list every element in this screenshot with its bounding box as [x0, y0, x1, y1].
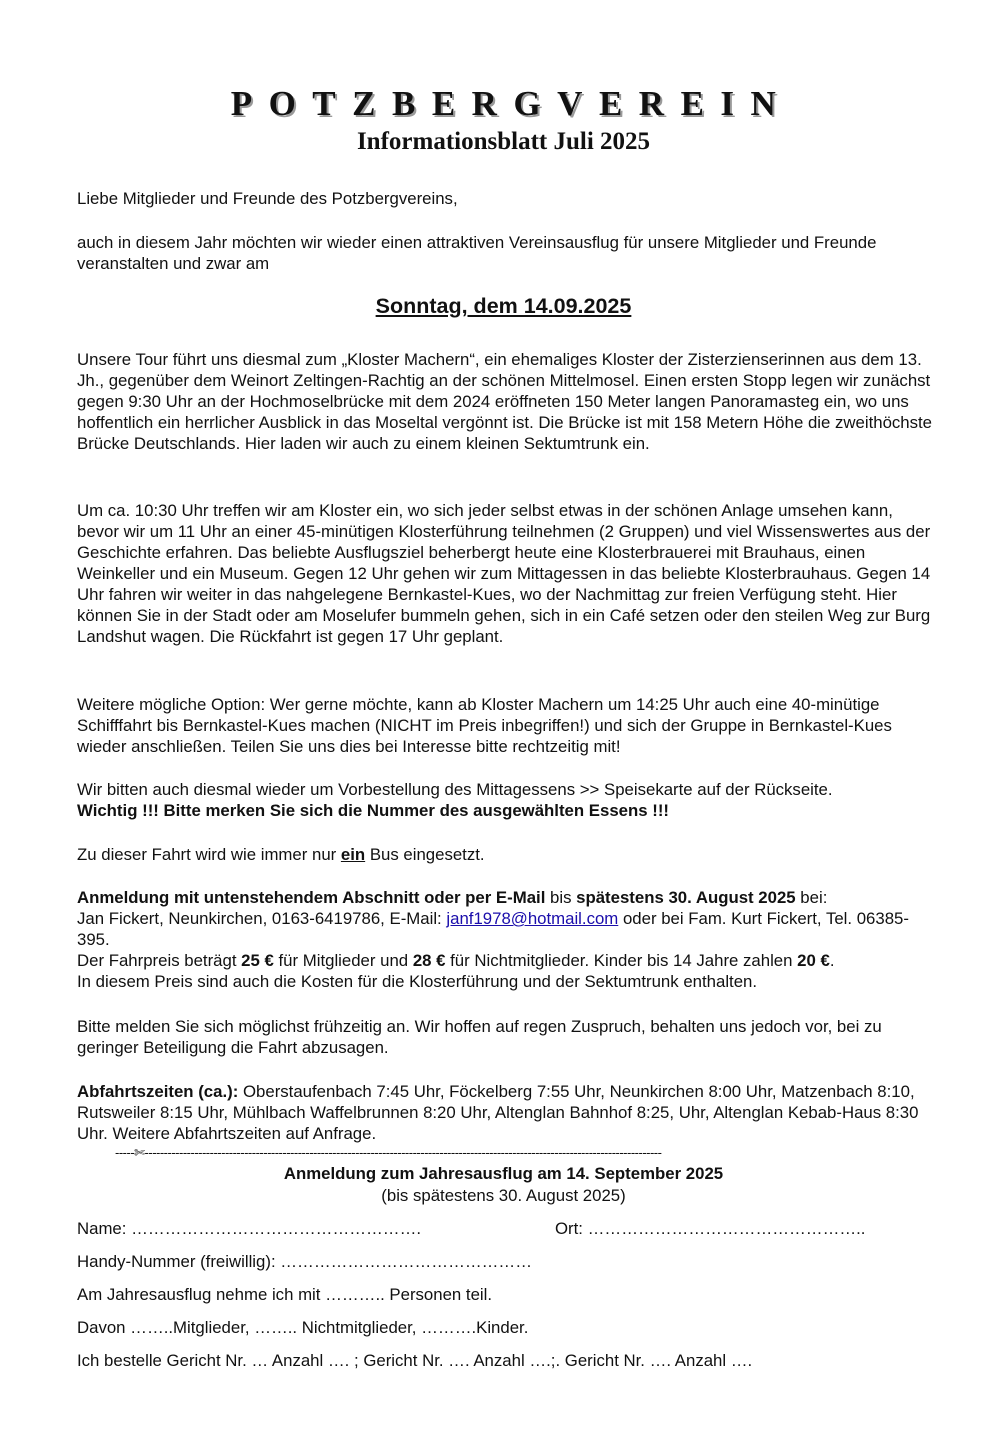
- bus-text-post: Bus eingesetzt.: [365, 845, 485, 864]
- preorder-text: Wir bitten auch diesmal wieder um Vorbestellung des Mittagessens >> Speisekarte auf der Rückseite.: [77, 780, 833, 799]
- form-subtitle: (bis spätestens 30. August 2025): [381, 1186, 626, 1205]
- departure-label: Abfahrtszeiten (ca.):: [77, 1082, 239, 1101]
- registration-tail: bei:: [795, 888, 828, 907]
- price-line: [77, 950, 937, 971]
- price-text-1: Der Fahrpreis beträgt: [77, 951, 242, 970]
- intro-paragraph: [77, 232, 937, 274]
- form-phone-field[interactable]: Handy-Nummer (freiwillig): ………………………………………: [77, 1252, 532, 1271]
- contact-pre: Jan Fickert, Neunkirchen, 0163-6419786, E-Mail:: [77, 909, 447, 928]
- registration-line: [77, 887, 937, 908]
- form-persons-field[interactable]: Am Jahresausflug nehme ich mit ……….. Personen teil.: [77, 1285, 493, 1304]
- bus-paragraph: [77, 844, 937, 865]
- early-registration-text: Bitte melden Sie sich möglichst frühzeitig an. Wir hoffen auf regen Zuspruch, behalten uns jedoch vor, bei zu geringer Beteiligung die Fahrt abzusagen.: [77, 1017, 882, 1057]
- preorder-paragraph: [77, 779, 937, 821]
- kloster-text: Um ca. 10:30 Uhr treffen wir am Kloster ein, wo sich jeder selbst etwas in der schönen Anlage umsehen kann, bevor wir um 11 Uhr an einer 45-minütigen Klosterführung teilnehmen (2 Gruppen) und viel Wissenswertes aus der Geschichte erfahren. Das beliebte Ausflugsziel beherbergt heute eine Klosterbrauerei mit Brauhaus, einen Weinkeller und ein Museum. Gegen 12 Uhr gehen wir zum Mittagessen in das beliebte Klosterbrauhaus. Gegen 14 Uhr fahren wir weiter in das nahgelegene Bernkastel-Kues, wo der Nachmittag zur freien Verfügung steht. Hier können Sie in der Stadt oder am Moselufer bummeln gehen, sich in ein Café setzen oder den steilen Weg zur Burg Landshut wagen. Die Rückfahrt ist gegen 17 Uhr geplant.: [77, 501, 931, 646]
- bus-emphasis: ein: [340, 845, 366, 864]
- form-title: Anmeldung zum Jahresausflug am 14. September 2025: [283, 1164, 724, 1183]
- email-link[interactable]: janf1978@hotmail.com: [446, 909, 619, 928]
- registration-mid: bis: [545, 888, 577, 907]
- departure-times: Oberstaufenbach 7:45 Uhr, Föckelberg 7:55 Uhr, Neunkirchen 8:00 Uhr, Matzenbach 8:10, Rutsweiler 8:15 Uhr, Mühlbach Waffelbrunnen 8:20 Uhr, Altenglan Bahnhof 8:25, Uhr, Altenglan Kebab-Haus 8:30 Uhr. Weitere Abfahrtszeiten auf Anfrage.: [77, 1082, 919, 1143]
- form-name-field[interactable]: Name: …………………………………………….: [77, 1219, 422, 1238]
- price-child: 20 €: [797, 951, 830, 970]
- kloster-paragraph: [77, 500, 937, 647]
- form-breakdown-field[interactable]: Davon ……..Mitglieder, …….. Nichtmitglieder, ……….Kinder.: [77, 1318, 529, 1337]
- form-meal-order-field[interactable]: Ich bestelle Gericht Nr. … Anzahl …. ; Gericht Nr. …. Anzahl ….;. Gericht Nr. …. Anzahl ….: [77, 1351, 753, 1370]
- early-registration-paragraph: [77, 1016, 937, 1058]
- important-note: Wichtig !!! Bitte merken Sie sich die Nummer des ausgewählten Essens !!!: [77, 801, 669, 820]
- price-text-2: für Mitglieder und: [273, 951, 413, 970]
- option-paragraph: [77, 694, 937, 757]
- registration-method: Anmeldung mit untenstehendem Abschnitt oder per E-Mail: [77, 888, 546, 907]
- option-text: Weitere mögliche Option: Wer gerne möchte, kann ab Kloster Machern um 14:25 Uhr auch eine 40-minütige Schifffahrt bis Bernkastel-Kues machen (NICHT im Preis inbegriffen!) und sich der Gruppe in Bernkastel-Kues wieder anschließen. Teilen Sie uns dies bei Interesse bitte rechtzeitig mit!: [77, 695, 892, 756]
- greeting: [77, 188, 937, 209]
- contact-line: [77, 908, 937, 950]
- price-note: In diesem Preis sind auch die Kosten für die Klosterführung und der Sektumtrunk enthalten.: [77, 972, 758, 991]
- tour-text: Unsere Tour führt uns diesmal zum „Kloster Machern“, ein ehemaliges Kloster der Zisterzienserinnen aus dem 13. Jh., gegenüber dem Weinort Zeltingen-Rachtig an der schönen Mittelmosel. Einen ersten Stopp legen wir zunächst gegen 9:30 Uhr an der Hochmoselbrücke mit dem 2024 eröffneten 150 Meter langen Panoramasteg ein, wo uns hoffentlich ein herrlicher Ausblick in das Moseltal vergönnt ist. Die Brücke ist mit 158 Metern Höhe die zweithöchste Brücke Deutschlands. Hier laden wir auch zu einem kleinen Sektumtrunk ein.: [77, 350, 933, 453]
- price-text-3: für Nichtmitglieder. Kinder bis 14 Jahre zahlen: [445, 951, 798, 970]
- departure-text: [77, 1081, 937, 1144]
- intro-text: auch in diesem Jahr möchten wir wieder einen attraktiven Vereinsausflug für unsere Mitglieder und Freunde veranstalten und zwar am: [77, 233, 877, 273]
- page-title: POTZBERGVEREIN: [230, 84, 793, 123]
- form-ort-field[interactable]: Ort: …………………………………………..: [555, 1219, 866, 1238]
- price-nonmember: 28 €: [412, 951, 446, 970]
- bus-text: [77, 844, 937, 865]
- price-text-4: .: [829, 951, 835, 970]
- registration-deadline: spätestens 30. August 2025: [576, 888, 796, 907]
- departure-paragraph: [77, 1081, 937, 1144]
- greeting-text: Liebe Mitglieder und Freunde des Potzbergvereins,: [77, 189, 458, 208]
- price-member: 25 €: [241, 951, 274, 970]
- bus-text-pre: Zu dieser Fahrt wird wie immer nur: [77, 845, 341, 864]
- event-date-heading: Sonntag, dem 14.09.2025: [375, 294, 632, 318]
- page-subtitle: Informationsblatt Juli 2025: [356, 128, 651, 155]
- scissors-cut-line: -----✄---------------------------------------------------------------------------------------------------------------------------------------: [115, 1145, 662, 1160]
- registration-paragraph: [77, 887, 937, 992]
- tour-paragraph: [77, 349, 937, 454]
- contact-post: oder bei Fam. Kurt Fickert, Tel. 06385-395.: [77, 909, 909, 949]
